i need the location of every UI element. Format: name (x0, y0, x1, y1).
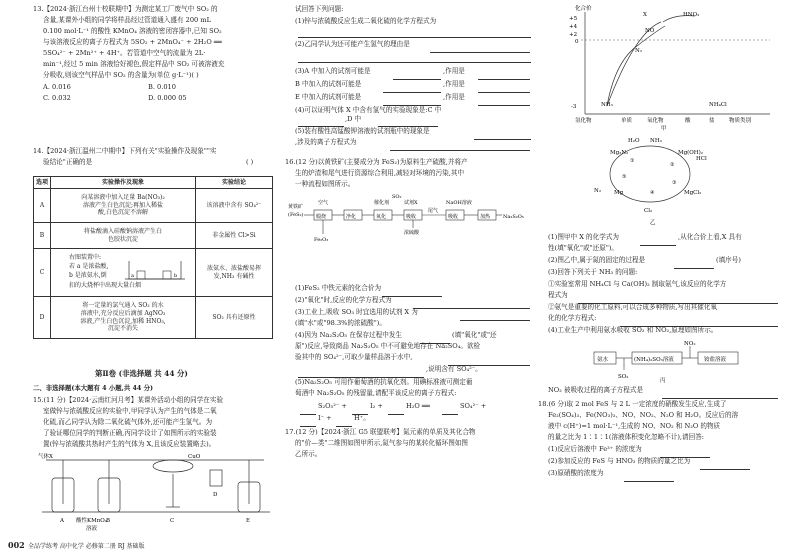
step-4: ④ (650, 190, 655, 196)
q17-part-1b: ,从化合价上看,X 具有 (678, 233, 742, 241)
heat-label: 加热 (480, 214, 491, 220)
node-mg3n2: Mg₃N₂ (610, 150, 629, 156)
q14-line: 14.【2024·浙江温州二中期中】下列有关"实验操作及现象""实 (33, 147, 217, 155)
answer-line[interactable] (298, 56, 531, 63)
q13-option-d: D. 0.000 05 (148, 94, 187, 102)
q15-line: 了验证哪位同学的判断正确,丙同学设计了如图所示的实验装 (43, 429, 217, 437)
tailgas-label: 尾气 (428, 208, 439, 214)
ammonia-label: 氨水 (597, 357, 609, 363)
equation-term: I⁻ + (318, 414, 332, 422)
coefficient-blank[interactable] (442, 408, 458, 415)
q15-line: 15.(11 分)【2024·云南红河月考】某课外活动小组的同学在实验 (33, 396, 224, 404)
solution-label: 溶液 (86, 526, 98, 532)
q15-part-3-role: ,作用是 (443, 80, 465, 88)
q14-line: 验结论"正确的是 (43, 158, 93, 166)
intro-text: 试回答下列问题: (295, 5, 344, 13)
answer-line[interactable] (662, 392, 778, 399)
q15-part-5a: (5)装有酸性高锰酸钾溶液的试剂瓶中的现象是 (295, 127, 430, 135)
q16-part-5b: 萄酒中 Na₂S₂O₅ 的残留量,请配平该反应的离子方程式: (295, 389, 457, 397)
x-category: 氧化物 (647, 118, 664, 124)
q18-part-3: (3)原硝酸的浓度为 (548, 469, 604, 477)
small-beaker-a (137, 271, 145, 279)
label-a: a (131, 272, 134, 279)
answer-line[interactable] (393, 73, 441, 80)
small-beaker-b (163, 271, 171, 279)
y-axis-label: 化合价 (575, 6, 592, 12)
node-h2o: H₂O (628, 138, 640, 144)
row-option: C (34, 249, 51, 297)
q13-line: 含量,某课外小组的同学将样品经过管道通入盛有 200 mL (43, 16, 211, 24)
equation-term: S₂O₅²⁻ + (318, 402, 347, 410)
answer-line[interactable] (478, 86, 530, 93)
reagent-x-label: 试剂X (404, 200, 418, 206)
q17-line: 17.(12 分)【2024·浙江 G5 联盟联考】氮元素的单质及其化合物 (285, 428, 476, 436)
beaker-diagram (123, 257, 189, 281)
absorb-label: 吸收 (406, 214, 417, 220)
equation-term: I₂ + (370, 402, 383, 410)
apparatus-diagram (38, 452, 278, 532)
figure-caption: 丙 (660, 378, 666, 384)
row-operation (51, 223, 196, 249)
step-3: ③ (672, 180, 677, 186)
page-number: 002 (8, 540, 25, 550)
answer-line[interactable] (474, 133, 531, 140)
op-line: 若 a 是浓盐酸, (69, 262, 109, 270)
op-line: 扣的大烧杯中出现大量白烟 (69, 281, 142, 289)
q15-part-3-role: ,作用是 (443, 67, 465, 75)
q14-answer-paren: ( ) (246, 158, 254, 166)
section-heading: 二、非选择题(本大题有 4 小题,共 44 分) (33, 384, 153, 392)
raw-material: 黄铁矿 (288, 204, 304, 210)
valence-class-chart (545, 2, 785, 132)
op-line: 沉淀不消失 (107, 325, 138, 333)
row-conclusion: 该溶液中含有 SO₄²⁻ (196, 189, 273, 223)
answer-line[interactable] (430, 46, 530, 53)
q15-part-4b: ,D 中 (345, 115, 362, 123)
so2-label: SO₂ (618, 374, 629, 380)
figure-caption: 甲 (661, 126, 667, 132)
node-no: NO (645, 28, 655, 34)
q17-part-3-1b: 程式为 (548, 291, 568, 299)
q13-line: 0.100 mol·L⁻¹ 的酸性 KMnO₄ 溶液的密闭容器中,已知 SO₂ (43, 27, 222, 35)
answer-line[interactable] (378, 120, 438, 127)
op-line: b 是浓氨水,倒 (69, 271, 107, 279)
node-n2: N₂ (594, 188, 602, 194)
figure-caption: 乙 (650, 220, 656, 226)
label-b: B (106, 518, 111, 524)
product-label: Na₂S₂O₅ (503, 214, 524, 220)
label-a: A (60, 518, 64, 524)
q18-line: 18.(6 分)取 2 mol FeS 与 2 L 一定浓度的硝酸发生反应,生成了 (538, 400, 727, 408)
process-flow-diagram (288, 190, 533, 242)
roast-label: 煅烧 (316, 214, 327, 220)
answer-line[interactable] (624, 475, 674, 482)
cuo-label: CuO (188, 454, 201, 460)
air-label: 空气 (318, 200, 329, 206)
y-tick: +4 (569, 24, 578, 30)
q16-part-2: (2)"氧化"时,反应的化学方程式为 (295, 296, 392, 304)
equation-term: H₂O ══ (406, 402, 430, 410)
x-category: 物质类别 (729, 118, 752, 124)
q18-part-1: (1)反应后溶液中 Fe³⁺ 的浓度为 (548, 445, 642, 453)
oxidize-label: 氧化 (376, 214, 387, 220)
q18-line: Fe₂(SO₄)₃、Fe(NO₃)₃、NO、NO₂、N₂O 和 H₂O。反应后的溶 (548, 411, 739, 419)
row-option: A (34, 189, 51, 223)
q17-line: 的"价—类"二维图如图甲所示,氮气参与的某转化循环图如图 (295, 439, 469, 447)
q17-part-2a: (2)图乙中,属于氮的固定的过程是 (548, 256, 646, 264)
q15-line: 化硫,而乙同学认为除二氧化硫气体外,还可能产生氢气。为 (43, 418, 213, 426)
q16-part-3a: (3)工业上,吸收 SO₃ 时宜选用的试剂 X 为 (295, 308, 418, 316)
node-hcl: HCl (696, 156, 707, 162)
absorption-flow-diagram (580, 338, 750, 384)
op-line: 溶液,产生白色沉淀,加稀 HNO₃, (80, 317, 166, 325)
q13-line: 分吸收,则该空气样品中 SO₂ 的含量为(单位 g·L⁻¹)( ) (43, 71, 199, 79)
op-line: 将盐酸滴入硅酸钠溶液产生白 (83, 227, 162, 235)
step-1: ① (630, 158, 635, 164)
q16-part-4c: 原")反应,导致商品 Na₂S₂O₅ 中不可避免地存在 Na₂SO₄。欲检 (295, 342, 481, 350)
answer-line[interactable] (383, 86, 441, 93)
answer-line[interactable] (674, 262, 714, 269)
node-cl2: Cl₂ (644, 208, 653, 214)
answer-line[interactable] (640, 239, 676, 246)
q13-line: min⁻¹,经过 5 min 溶液恰好褪色,假定样品中 SO₂ 可被溶液充 (43, 60, 225, 68)
equation-term: SO₄²⁻ + (460, 402, 487, 410)
q17-part-4: (4)工业生产中利用氨水吸收 SO₂ 和 NO₂,原理如图所示。 (548, 326, 718, 334)
q14-options-table (33, 176, 273, 339)
q15-part-2: (2)乙同学认为还可能产生氢气的理由是 (295, 40, 410, 48)
table-header: 选项 (34, 177, 51, 189)
q16-part-3b: (填"水"或"98.3%的浓硫酸")。 (295, 319, 386, 327)
label-d: D (213, 492, 218, 498)
q17-part-1c: 性(填"氧化"或"还原")。 (548, 244, 619, 252)
table-header: 实验操作及现象 (51, 177, 196, 189)
y-tick: 0 (575, 39, 579, 45)
answer-line[interactable] (298, 31, 531, 38)
q13-line: 与该溶液反应的离子方程式为 5SO₂ + 2MnO₄⁻ + 2H₂O ══ (43, 38, 222, 46)
sulfuric-acid-label: 浓硫酸 (404, 230, 420, 236)
q17-part-3-2b: 化的化学方程式: (548, 314, 597, 322)
q16-line: 生的炉渣和尾气进行资源综合利用,减轻对环境的污染,其中 (295, 169, 465, 177)
q13-line: 13.【2024·浙江台州十校联期中】为测定某工厂废气中 SO₂ 的 (33, 5, 218, 13)
answer-line[interactable] (700, 463, 750, 470)
y-tick: +2 (569, 32, 578, 38)
catalyst-label: 催化剂 (374, 200, 390, 206)
ammonium-sulfite-label: (NH₄)₂SO₃溶液 (634, 357, 674, 363)
coefficient-blank[interactable] (300, 420, 316, 427)
q15-part-1: (1)锌与浓硫酸反应生成二氧化硫的化学方程式为 (295, 17, 437, 25)
q17-part-3: (3)回答下列关于 NH₃ 的问题: (548, 268, 638, 276)
row-conclusion: SO₂ 具有还原性 (196, 297, 273, 339)
row-operation (51, 249, 196, 297)
q16-part-4a: (4)因为 Na₂S₂O₅ 在保存过程中发生 (295, 331, 403, 339)
no2-label: NO₂ (684, 341, 696, 347)
op-line: 右图装置中: (69, 253, 102, 261)
row-option: D (34, 297, 51, 339)
q16-part-4d: 验其中的 SO₄²⁻,可取少量样品溶于水中, (295, 353, 413, 361)
step-5: ⑤ (622, 174, 627, 180)
q15-part-3c: E 中加入的试剂可能是 (295, 93, 362, 101)
node-nh3: NH₃ (650, 138, 662, 144)
answer-line[interactable] (383, 99, 441, 106)
x-category: 单质 (621, 118, 633, 124)
q15-part-3b: B 中加入的试剂可能是 (295, 80, 362, 88)
answer-line[interactable] (298, 120, 344, 127)
q17-part-2b: (填序号) (716, 256, 741, 264)
answer-line[interactable] (413, 302, 530, 309)
q15-part-3a: (3)A 中加入的试剂可能是 (295, 67, 371, 75)
fe2o3-label: Fe₂O₃ (314, 237, 329, 242)
naoh-label: NaOH溶液 (446, 200, 472, 206)
q16-part-5a: (5)Na₂S₂O₅ 可用作葡萄酒的抗氧化剂。用碘标准液可测定葡 (295, 378, 473, 386)
x-category: 氢化物 (575, 118, 592, 124)
q18-line: 液中 c(H⁺)=1 mol·L⁻¹,生成的 NO、NO₂ 和 N₂O 的物质 (548, 422, 721, 430)
answer-line[interactable] (390, 144, 530, 151)
footer-brand: 全品学练考 高中化学 必修第二册 RJ 基础版 (28, 543, 145, 550)
node-x: X (643, 12, 647, 18)
node-nh3: NH₃ (601, 102, 613, 108)
op-line: 色胶状沉淀 (107, 235, 138, 243)
q17-part-3-1a: ①实验室常用 NH₄Cl 与 Ca(OH)₂ 制取氨气,该反应的化学方 (548, 280, 727, 288)
row-option: B (34, 223, 51, 249)
coefficient-blank[interactable] (336, 420, 352, 427)
step-2: ② (670, 162, 675, 168)
table-row (34, 189, 273, 223)
op-line: 酸,白色沉淀不溶解 (98, 209, 148, 217)
gas-x-label: 气体X (38, 454, 53, 460)
node-mgcl2: MgCl₂ (684, 190, 702, 196)
absorb-2-label: 吸收 (448, 214, 459, 220)
table-row (34, 249, 273, 297)
nitrogen-cycle-diagram (570, 134, 730, 226)
x-category: 盐 (709, 118, 715, 124)
label-e: E (246, 518, 251, 524)
q16-part-1: (1)FeS₂ 中铁元素的化合价为 (295, 284, 382, 292)
answer-line[interactable] (298, 371, 424, 378)
row-conclusion: 非金属性 Cl>Si (196, 223, 273, 249)
q18-part-2: (2)参加反应的 FeS 与 HNO₃ 的物质的量之比为 (548, 457, 691, 465)
node-nh4cl: NH₄Cl (709, 102, 727, 108)
x-category: 酸 (685, 118, 691, 124)
row-operation (51, 297, 196, 339)
q15-line: 置(锌与浓硫酸共热时产生的气体为 X,且该反应装置略去)。 (43, 440, 216, 448)
op-line: 溶液中,充分反应后滴加 AgNO₃ (80, 309, 166, 317)
part-2-title: 第Ⅱ卷 (非选择题 共 44 分) (95, 369, 188, 378)
answer-line[interactable] (478, 99, 530, 106)
q16-part-4b: (填"氧化"或"还 (452, 331, 497, 339)
q16-part-4e: ,说明含有 SO₄²⁻。 (426, 365, 482, 373)
op-line: 将一定量的氯气通入 SO₂ 的水 (82, 302, 164, 310)
table-header: 实验结论 (196, 177, 273, 189)
q15-part-5b: ,涉及的离子方程式为 (295, 138, 357, 146)
table-row (34, 297, 273, 339)
tube-c (153, 460, 193, 472)
table-row (34, 223, 273, 249)
node-hno3: HNO₃ (683, 12, 700, 18)
raw-formula: (FeS₂) (288, 212, 304, 218)
node-mg: Mg (614, 190, 624, 196)
q17-part-1a: (1)图甲中 X 的化学式为 (548, 233, 619, 241)
path-nh3-no (607, 22, 661, 106)
q13-line: 5SO₄²⁻ + 2Mn²⁺ + 4H⁺。若管道中空气的流量为 2L· (43, 49, 206, 57)
ammonium-salt-label: 铵盐溶液 (704, 357, 727, 363)
q16-line: 一种流程如图所示。 (295, 180, 355, 188)
purify-label: 净化 (346, 214, 357, 220)
label-b: b (174, 272, 178, 279)
label-c: C (170, 518, 175, 524)
path-nh3-n2 (607, 46, 637, 106)
op-line: 溶液产生白色沉淀;再加入稀盐 (82, 201, 164, 209)
q18-line: 的量之比为 1∶1∶1(溶液体积变化忽略不计),请回答: (548, 433, 705, 441)
q17-part-3-2a: ②氨气是重要的化工原料,可以合成多种物质,写出其催化氧 (548, 303, 718, 311)
row-operation (51, 189, 196, 223)
tube-d (210, 470, 222, 486)
q17-line: 乙所示。 (295, 450, 322, 458)
table-header-row (34, 177, 273, 189)
op-line: 向某溶液中加入足量 Ba(NO₃)₂ (81, 194, 165, 202)
row-conclusion: 浓氨水、浓盐酸易挥发,NH₃ 有碱性 (196, 249, 273, 297)
node-n2: N₂ (635, 48, 643, 54)
q15-part-4a: (4)可以证明气体 X 中含有氢气的实验现象是:C 中 (295, 106, 442, 114)
coefficient-blank[interactable] (388, 408, 404, 415)
q13-option-a: A. 0.016 (43, 83, 71, 91)
q17-part-4b: NO₂ 被吸收过程的离子方程式是 (548, 386, 644, 394)
answer-line[interactable] (478, 73, 530, 80)
q13-option-c: C. 0.032 (43, 94, 71, 102)
y-tick: -3 (571, 104, 577, 110)
q13-option-b: B. 0.010 (148, 83, 176, 91)
q15-part-3-role: ,作用是 (443, 93, 465, 101)
y-tick: +5 (569, 16, 578, 22)
equation-term: H⁺。 (354, 414, 370, 422)
q15-line: 室做锌与浓硫酸反应的实验中,甲同学认为产生的气体是二氧 (43, 407, 217, 415)
coefficient-blank[interactable] (300, 408, 316, 415)
q16-line: 16.(12 分)以黄铁矿(主要成分为 FeS₂)为原料生产硫酸,并将产 (285, 158, 468, 166)
kmno4-label: 酸性KMnO₄ (76, 518, 107, 524)
so2-label: SO₂ (392, 194, 402, 200)
node-mgoh2: Mg(OH)₂ (678, 150, 703, 156)
answer-line[interactable] (460, 314, 530, 321)
